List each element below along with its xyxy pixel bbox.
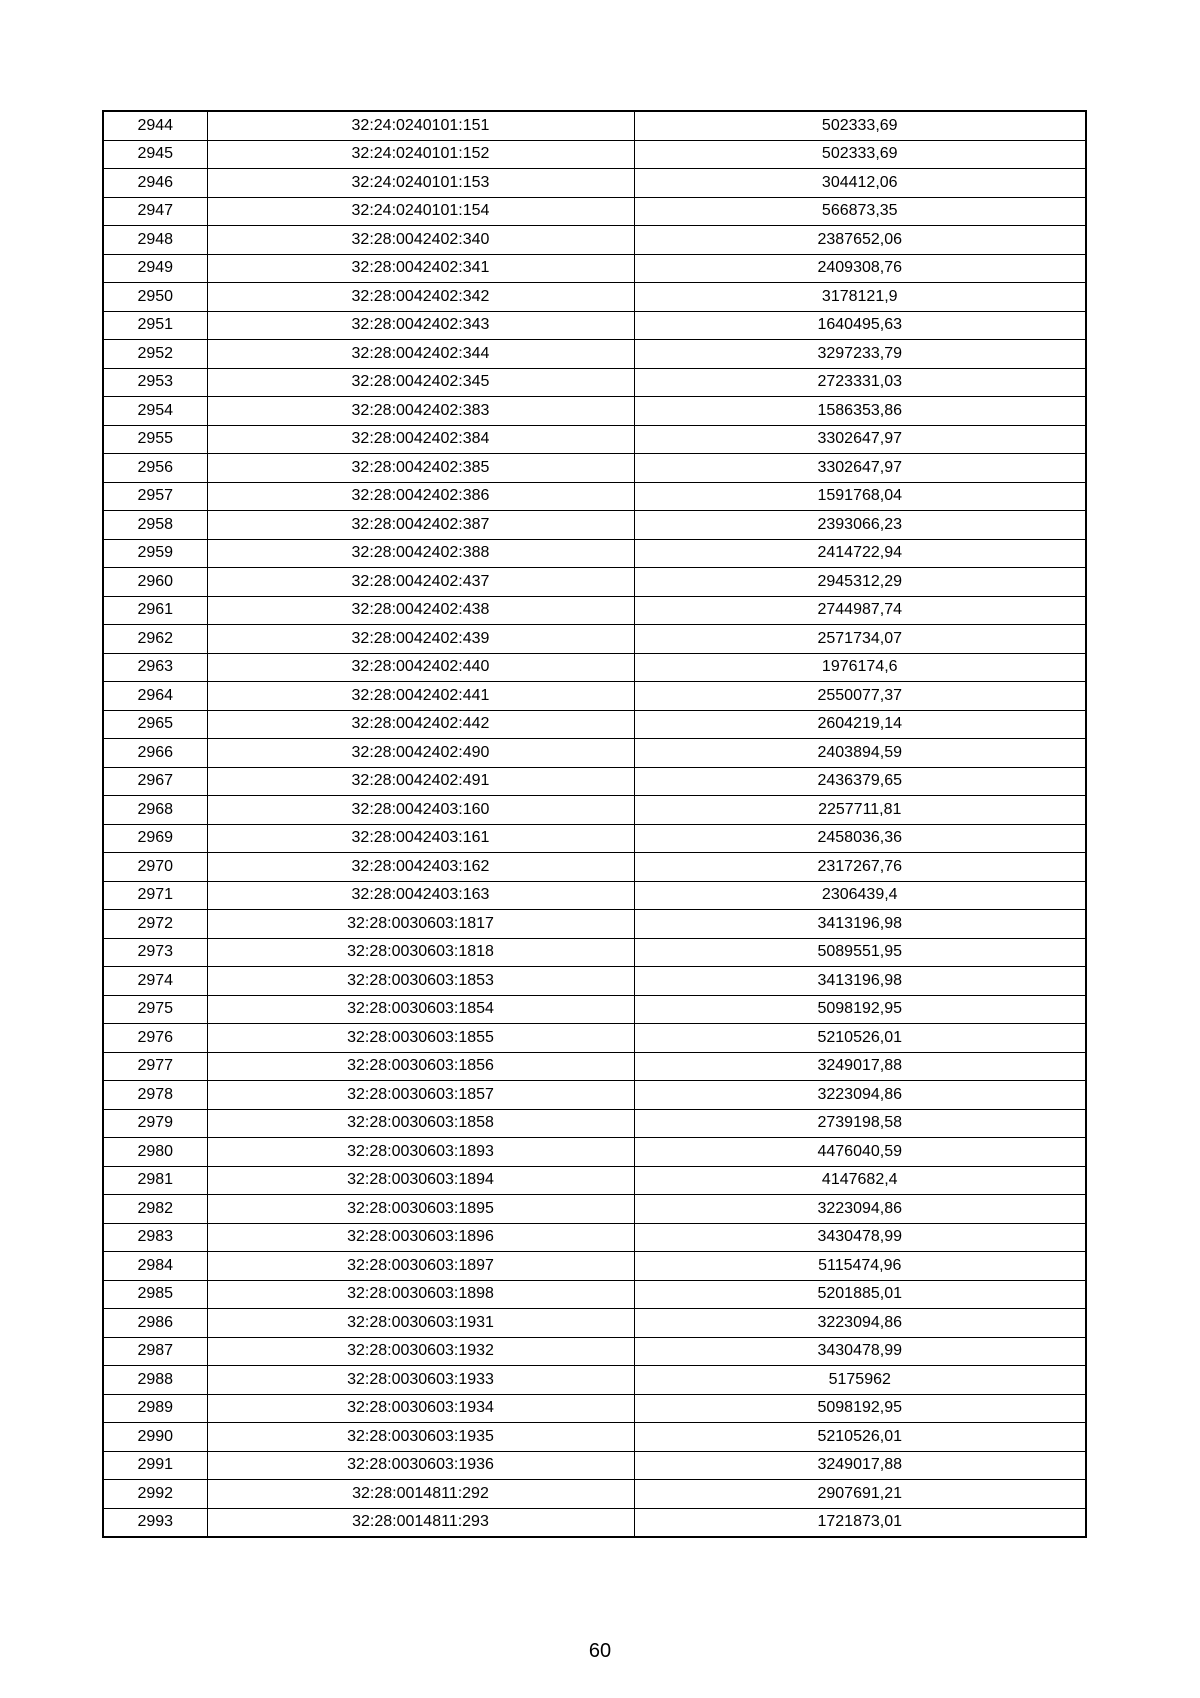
table-row [103,311,1086,340]
value-cell: 5098192,95 [634,995,1086,1024]
value-cell: 1721873,01 [634,1508,1086,1537]
cadastral-number-cell: 32:28:0042402:386 [207,482,634,511]
row-number-cell: 2945 [103,140,207,169]
table-body [103,111,1086,1537]
cadastral-number-cell: 32:28:0042402:437 [207,568,634,597]
table-row [103,881,1086,910]
value-cell: 2739198,58 [634,1109,1086,1138]
cadastral-number-cell: 32:28:0042402:438 [207,596,634,625]
cadastral-number-cell: 32:28:0042403:160 [207,796,634,825]
row-number-cell: 2987 [103,1337,207,1366]
cadastral-number-cell: 32:28:0042402:441 [207,682,634,711]
cadastral-number-cell: 32:28:0042402:384 [207,425,634,454]
value-cell: 2409308,76 [634,254,1086,283]
cadastral-number-cell: 32:28:0030603:1857 [207,1081,634,1110]
row-number-cell: 2974 [103,967,207,996]
value-cell: 2436379,65 [634,767,1086,796]
value-cell: 2414722,94 [634,539,1086,568]
row-number-cell: 2951 [103,311,207,340]
table-row [103,425,1086,454]
value-cell: 304412,06 [634,169,1086,198]
value-cell: 3302647,97 [634,425,1086,454]
value-cell: 3302647,97 [634,454,1086,483]
row-number-cell: 2967 [103,767,207,796]
value-cell: 2393066,23 [634,511,1086,540]
cadastral-number-cell: 32:28:0030603:1934 [207,1394,634,1423]
table-row [103,1480,1086,1509]
value-cell: 3413196,98 [634,967,1086,996]
table-row [103,1366,1086,1395]
row-number-cell: 2980 [103,1138,207,1167]
row-number-cell: 2982 [103,1195,207,1224]
table-row [103,1166,1086,1195]
cadastral-number-cell: 32:24:0240101:152 [207,140,634,169]
row-number-cell: 2954 [103,397,207,426]
value-cell: 5089551,95 [634,938,1086,967]
table-row [103,1052,1086,1081]
table-row [103,710,1086,739]
value-cell: 2723331,03 [634,368,1086,397]
table-row [103,226,1086,255]
cadastral-number-cell: 32:28:0030603:1898 [207,1280,634,1309]
row-number-cell: 2948 [103,226,207,255]
table-row [103,1280,1086,1309]
table-row [103,340,1086,369]
value-cell: 2306439,4 [634,881,1086,910]
value-cell: 4147682,4 [634,1166,1086,1195]
table-row [103,625,1086,654]
cadastral-number-cell: 32:28:0042402:340 [207,226,634,255]
value-cell: 2945312,29 [634,568,1086,597]
table-row [103,1024,1086,1053]
cadastral-number-cell: 32:28:0042402:440 [207,653,634,682]
table-row [103,1309,1086,1338]
cadastral-number-cell: 32:28:0030603:1936 [207,1451,634,1480]
row-number-cell: 2961 [103,596,207,625]
table-row [103,853,1086,882]
row-number-cell: 2972 [103,910,207,939]
row-number-cell: 2970 [103,853,207,882]
table-row [103,739,1086,768]
cadastral-number-cell: 32:28:0030603:1894 [207,1166,634,1195]
value-cell: 5210526,01 [634,1024,1086,1053]
table-row [103,995,1086,1024]
row-number-cell: 2988 [103,1366,207,1395]
row-number-cell: 2947 [103,197,207,226]
value-cell: 2458036,36 [634,824,1086,853]
row-number-cell: 2955 [103,425,207,454]
value-cell: 3249017,88 [634,1451,1086,1480]
table-row [103,938,1086,967]
cadastral-number-cell: 32:28:0042402:385 [207,454,634,483]
value-cell: 3249017,88 [634,1052,1086,1081]
cadastral-number-cell: 32:28:0042402:491 [207,767,634,796]
table-row [103,910,1086,939]
row-number-cell: 2984 [103,1252,207,1281]
value-cell: 3413196,98 [634,910,1086,939]
table-row [103,1195,1086,1224]
table-row [103,169,1086,198]
cadastral-number-cell: 32:28:0030603:1893 [207,1138,634,1167]
row-number-cell: 2990 [103,1423,207,1452]
row-number-cell: 2960 [103,568,207,597]
cadastral-number-cell: 32:28:0042402:439 [207,625,634,654]
table-row [103,140,1086,169]
row-number-cell: 2975 [103,995,207,1024]
table-row [103,1081,1086,1110]
value-cell: 5201885,01 [634,1280,1086,1309]
table-row [103,596,1086,625]
row-number-cell: 2973 [103,938,207,967]
row-number-cell: 2969 [103,824,207,853]
value-cell: 1591768,04 [634,482,1086,511]
value-cell: 1640495,63 [634,311,1086,340]
table-row [103,1423,1086,1452]
table-row [103,254,1086,283]
value-cell: 3223094,86 [634,1195,1086,1224]
data-table [102,110,1087,1538]
table-row [103,1508,1086,1537]
cadastral-number-cell: 32:28:0042403:163 [207,881,634,910]
value-cell: 2317267,76 [634,853,1086,882]
row-number-cell: 2986 [103,1309,207,1338]
row-number-cell: 2981 [103,1166,207,1195]
cadastral-number-cell: 32:28:0042402:342 [207,283,634,312]
row-number-cell: 2964 [103,682,207,711]
row-number-cell: 2952 [103,340,207,369]
row-number-cell: 2958 [103,511,207,540]
value-cell: 3297233,79 [634,340,1086,369]
cadastral-number-cell: 32:28:0014811:293 [207,1508,634,1537]
cadastral-number-cell: 32:28:0030603:1933 [207,1366,634,1395]
cadastral-number-cell: 32:28:0030603:1932 [207,1337,634,1366]
table-row [103,682,1086,711]
row-number-cell: 2992 [103,1480,207,1509]
row-number-cell: 2965 [103,710,207,739]
row-number-cell: 2963 [103,653,207,682]
cadastral-number-cell: 32:28:0030603:1854 [207,995,634,1024]
value-cell: 4476040,59 [634,1138,1086,1167]
cadastral-number-cell: 32:28:0042402:345 [207,368,634,397]
cadastral-number-cell: 32:28:0030603:1853 [207,967,634,996]
table-row [103,1394,1086,1423]
table-row [103,1138,1086,1167]
table-row [103,967,1086,996]
value-cell: 2257711,81 [634,796,1086,825]
value-cell: 2387652,06 [634,226,1086,255]
cadastral-number-cell: 32:28:0030603:1897 [207,1252,634,1281]
row-number-cell: 2949 [103,254,207,283]
row-number-cell: 2993 [103,1508,207,1537]
cadastral-number-cell: 32:28:0030603:1856 [207,1052,634,1081]
row-number-cell: 2953 [103,368,207,397]
cadastral-number-cell: 32:28:0042402:341 [207,254,634,283]
cadastral-number-cell: 32:28:0030603:1895 [207,1195,634,1224]
table-row [103,824,1086,853]
value-cell: 5210526,01 [634,1423,1086,1452]
row-number-cell: 2944 [103,111,207,140]
value-cell: 2403894,59 [634,739,1086,768]
value-cell: 2571734,07 [634,625,1086,654]
value-cell: 2604219,14 [634,710,1086,739]
row-number-cell: 2976 [103,1024,207,1053]
value-cell: 3223094,86 [634,1081,1086,1110]
value-cell: 3178121,9 [634,283,1086,312]
cadastral-number-cell: 32:28:0030603:1931 [207,1309,634,1338]
row-number-cell: 2968 [103,796,207,825]
table-row [103,454,1086,483]
table-row [103,197,1086,226]
cadastral-number-cell: 32:28:0042402:383 [207,397,634,426]
cadastral-number-cell: 32:24:0240101:153 [207,169,634,198]
table-row [103,482,1086,511]
cadastral-number-cell: 32:28:0030603:1817 [207,910,634,939]
value-cell: 3430478,99 [634,1337,1086,1366]
table-row [103,283,1086,312]
cadastral-number-cell: 32:28:0030603:1858 [207,1109,634,1138]
table-row [103,368,1086,397]
row-number-cell: 2978 [103,1081,207,1110]
table-row [103,767,1086,796]
cadastral-number-cell: 32:28:0042402:344 [207,340,634,369]
row-number-cell: 2985 [103,1280,207,1309]
row-number-cell: 2950 [103,283,207,312]
cadastral-number-cell: 32:28:0030603:1818 [207,938,634,967]
table-row [103,539,1086,568]
cadastral-number-cell: 32:28:0030603:1855 [207,1024,634,1053]
row-number-cell: 2979 [103,1109,207,1138]
value-cell: 5175962 [634,1366,1086,1395]
cadastral-number-cell: 32:28:0042402:442 [207,710,634,739]
cadastral-number-cell: 32:24:0240101:154 [207,197,634,226]
cadastral-number-cell: 32:28:0042403:161 [207,824,634,853]
cadastral-number-cell: 32:28:0042402:343 [207,311,634,340]
value-cell: 2907691,21 [634,1480,1086,1509]
value-cell: 2744987,74 [634,596,1086,625]
table-row [103,1252,1086,1281]
row-number-cell: 2983 [103,1223,207,1252]
cadastral-number-cell: 32:28:0042402:490 [207,739,634,768]
row-number-cell: 2962 [103,625,207,654]
value-cell: 2550077,37 [634,682,1086,711]
value-cell: 5115474,96 [634,1252,1086,1281]
cadastral-number-cell: 32:28:0042402:388 [207,539,634,568]
table-row [103,511,1086,540]
value-cell: 566873,35 [634,197,1086,226]
value-cell: 3430478,99 [634,1223,1086,1252]
value-cell: 1586353,86 [634,397,1086,426]
table-row [103,1337,1086,1366]
row-number-cell: 2959 [103,539,207,568]
row-number-cell: 2956 [103,454,207,483]
table-row [103,111,1086,140]
value-cell: 502333,69 [634,140,1086,169]
cadastral-number-cell: 32:28:0042402:387 [207,511,634,540]
table-row [103,397,1086,426]
row-number-cell: 2977 [103,1052,207,1081]
cadastral-number-cell: 32:24:0240101:151 [207,111,634,140]
row-number-cell: 2957 [103,482,207,511]
value-cell: 502333,69 [634,111,1086,140]
table-row [103,1109,1086,1138]
value-cell: 1976174,6 [634,653,1086,682]
value-cell: 5098192,95 [634,1394,1086,1423]
cadastral-number-cell: 32:28:0030603:1896 [207,1223,634,1252]
row-number-cell: 2991 [103,1451,207,1480]
cadastral-number-cell: 32:28:0030603:1935 [207,1423,634,1452]
table-row [103,796,1086,825]
row-number-cell: 2989 [103,1394,207,1423]
table-row [103,653,1086,682]
row-number-cell: 2946 [103,169,207,198]
row-number-cell: 2966 [103,739,207,768]
cadastral-number-cell: 32:28:0042403:162 [207,853,634,882]
table-row [103,1451,1086,1480]
table-row [103,568,1086,597]
value-cell: 3223094,86 [634,1309,1086,1338]
page-number: 60 [588,1640,612,1662]
row-number-cell: 2971 [103,881,207,910]
table-row [103,1223,1086,1252]
cadastral-number-cell: 32:28:0014811:292 [207,1480,634,1509]
